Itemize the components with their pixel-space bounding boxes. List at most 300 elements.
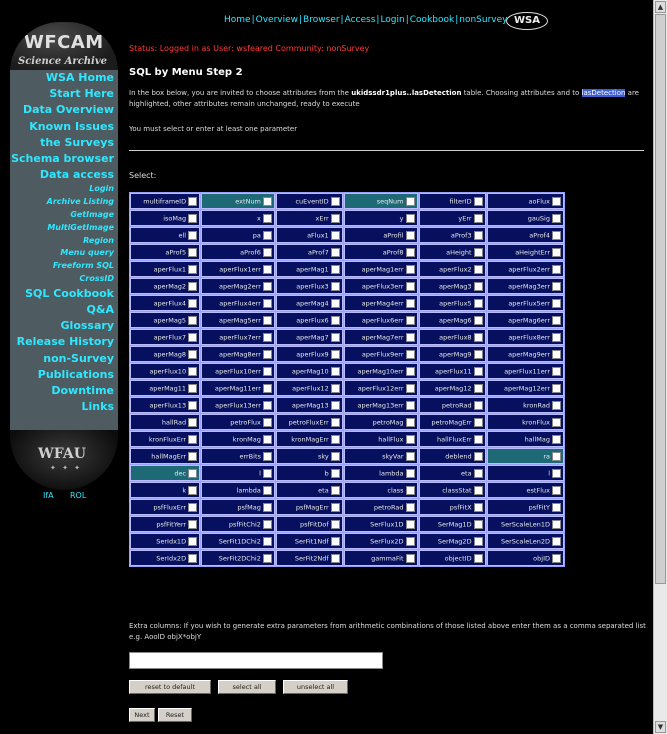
attribute-checkbox[interactable] [406, 486, 415, 495]
attribute-checkbox[interactable] [552, 197, 561, 206]
attribute-cell [344, 499, 418, 515]
attribute-checkbox[interactable] [552, 554, 561, 563]
sidebar-item-schema-browser[interactable]: Schema browser [11, 152, 114, 166]
attribute-checkbox[interactable] [474, 367, 483, 376]
rol-link[interactable]: ROL [70, 491, 87, 500]
attribute-checkbox[interactable] [263, 554, 272, 563]
attribute-label: aperMag1err [361, 265, 404, 273]
attribute-cell [276, 465, 343, 481]
attribute-checkbox[interactable] [331, 231, 340, 240]
attribute-checkbox[interactable] [552, 231, 561, 240]
attribute-cell [201, 244, 275, 260]
sidebar-item-data-access[interactable]: Data access [39, 168, 114, 182]
attribute-checkbox[interactable] [552, 401, 561, 410]
attribute-cell [487, 448, 564, 464]
attribute-checkbox[interactable] [188, 265, 197, 274]
attribute-checkbox[interactable] [188, 231, 197, 240]
attribute-checkbox[interactable] [263, 520, 272, 529]
attribute-checkbox[interactable] [552, 316, 561, 325]
attribute-checkbox[interactable] [406, 367, 415, 376]
attribute-checkbox[interactable] [552, 265, 561, 274]
attribute-cell [130, 227, 200, 243]
attribute-label: aperFlux11 [435, 367, 472, 375]
sidebar-item-crossid[interactable]: CrossID [79, 274, 114, 283]
attribute-checkbox[interactable] [331, 282, 340, 291]
attribute-cell [201, 278, 275, 294]
attribute-checkbox[interactable] [406, 418, 415, 427]
attribute-checkbox[interactable] [188, 503, 197, 512]
attribute-cell [130, 363, 200, 379]
grid-row [130, 210, 564, 226]
attribute-cell [276, 499, 343, 515]
attribute-cell [130, 261, 200, 277]
attribute-cell [344, 431, 418, 447]
intro-text-2: table. Choosing attributes and [463, 89, 571, 97]
attribute-checkbox[interactable] [331, 469, 340, 478]
nav-separator: | [251, 15, 255, 25]
attribute-checkbox[interactable] [331, 401, 340, 410]
attribute-checkbox[interactable] [331, 197, 340, 206]
grid-row [130, 550, 564, 566]
attribute-cell [130, 312, 200, 328]
attribute-checkbox[interactable] [406, 435, 415, 444]
attribute-cell [130, 346, 200, 362]
attribute-checkbox[interactable] [331, 418, 340, 427]
attribute-label: petroMag [372, 418, 404, 426]
attribute-label: SerFit2DChi2 [218, 554, 261, 562]
attribute-label: xErr [315, 214, 329, 222]
attribute-checkbox[interactable] [188, 384, 197, 393]
attribute-checkbox[interactable] [263, 350, 272, 359]
attribute-checkbox[interactable] [188, 197, 197, 206]
attribute-checkbox[interactable] [188, 282, 197, 291]
attribute-cell [130, 550, 200, 566]
sidebar-item-login[interactable]: Login [89, 184, 114, 194]
attribute-checkbox[interactable] [263, 367, 272, 376]
sidebar-item-freeform-sql[interactable]: Freeform SQL [52, 261, 114, 271]
sidebar-item-downtime[interactable]: Downtime [51, 384, 114, 398]
attribute-cell [344, 227, 418, 243]
attribute-label: aperFlux7 [153, 333, 187, 341]
attribute-cell [201, 397, 275, 413]
attribute-checkbox[interactable] [263, 333, 272, 342]
sidebar-item-sql-cookbook[interactable]: SQL Cookbook [25, 286, 114, 300]
attribute-label: aperFlux12err [357, 384, 404, 392]
attribute-checkbox[interactable] [263, 537, 272, 546]
attribute-checkbox[interactable] [331, 503, 340, 512]
select-all-button[interactable]: select all [218, 680, 276, 694]
attribute-cell [130, 295, 200, 311]
attribute-checkbox[interactable] [406, 384, 415, 393]
attribute-cell [419, 380, 486, 396]
attribute-cell [276, 295, 343, 311]
attribute-cell [344, 295, 418, 311]
attribute-checkbox[interactable] [188, 299, 197, 308]
attribute-checkbox[interactable] [406, 469, 415, 478]
attribute-label: SerFlux1D [370, 520, 404, 528]
sidebar-item-the-surveys[interactable]: the Surveys [40, 135, 114, 149]
grid-row [130, 244, 564, 260]
attribute-checkbox[interactable] [406, 214, 415, 223]
grid-row [130, 380, 564, 396]
attribute-checkbox[interactable] [552, 418, 561, 427]
attribute-checkbox[interactable] [406, 333, 415, 342]
attribute-label: psfFitX [449, 503, 472, 511]
attribute-checkbox[interactable] [474, 401, 483, 410]
attribute-checkbox[interactable] [331, 265, 340, 274]
attribute-checkbox[interactable] [552, 367, 561, 376]
wfau-logo[interactable] [10, 430, 118, 490]
sidebar-item-non-survey[interactable]: non-Survey [43, 351, 114, 365]
intro-text-3: to [572, 89, 580, 97]
attribute-label: aperMag7err [361, 333, 404, 341]
attribute-checkbox[interactable] [331, 384, 340, 393]
attribute-checkbox[interactable] [188, 401, 197, 410]
attribute-checkbox[interactable] [188, 469, 197, 478]
attribute-checkbox[interactable] [188, 520, 197, 529]
attribute-checkbox[interactable] [331, 248, 340, 257]
attribute-checkbox[interactable] [474, 231, 483, 240]
attribute-checkbox[interactable] [552, 333, 561, 342]
attribute-checkbox[interactable] [188, 316, 197, 325]
attribute-checkbox[interactable] [474, 333, 483, 342]
attribute-checkbox[interactable] [331, 316, 340, 325]
attribute-checkbox[interactable] [263, 486, 272, 495]
sidebar [0, 0, 122, 734]
attribute-checkbox[interactable] [406, 282, 415, 291]
attribute-label: SerScaleLen2D [500, 537, 550, 545]
attribute-cell [130, 380, 200, 396]
attribute-cell [130, 431, 200, 447]
attribute-checkbox[interactable] [331, 214, 340, 223]
must-select-note: You must select or enter at least one parameter [129, 125, 298, 133]
sidebar-item-start-here[interactable]: Start Here [49, 87, 114, 101]
attribute-checkbox[interactable] [552, 520, 561, 529]
attribute-checkbox[interactable] [474, 265, 483, 274]
attribute-checkbox[interactable] [474, 469, 483, 478]
nav-separator: | [299, 15, 303, 25]
ifa-link[interactable]: IfA [43, 491, 54, 500]
star-field-icon: ✦ ✦ ✦ [50, 464, 83, 472]
attribute-label: aperFlux6 [296, 316, 329, 324]
attribute-cell [419, 465, 486, 481]
attribute-cell [344, 448, 418, 464]
attribute-label: aperFlux11err [504, 367, 550, 375]
sidebar-item-q-a[interactable]: Q&A [86, 303, 114, 316]
attribute-checkbox[interactable] [263, 435, 272, 444]
scroll-up-icon[interactable]: ▲ [655, 1, 666, 13]
attribute-label: aperFlux9 [296, 350, 329, 358]
attribute-label: SerMag1D [437, 520, 472, 528]
attribute-label: aperMag6 [438, 316, 472, 324]
attribute-checkbox[interactable] [188, 418, 197, 427]
reset-default-button[interactable]: reset to default [129, 680, 211, 694]
attribute-label: aperFlux3err [361, 282, 404, 290]
attribute-label: psfFluxErr [153, 503, 187, 511]
attribute-cell [276, 482, 343, 498]
attribute-label: gauSig [527, 214, 550, 222]
sidebar-item-multigetimage[interactable]: MultiGetImage [47, 222, 114, 232]
attribute-checkbox[interactable] [331, 537, 340, 546]
attribute-cell [344, 414, 418, 430]
attribute-label: aProfil [383, 231, 404, 239]
attribute-cell [130, 448, 200, 464]
topnav-home[interactable]: Home [224, 15, 251, 25]
attribute-cell [276, 533, 343, 549]
attribute-checkbox[interactable] [188, 537, 197, 546]
attribute-label: aperMag9 [438, 350, 472, 358]
attribute-checkbox[interactable] [331, 520, 340, 529]
select-label: Select: [129, 171, 157, 180]
attribute-checkbox[interactable] [406, 265, 415, 274]
attribute-cell [344, 380, 418, 396]
attribute-cell [276, 227, 343, 243]
attribute-checkbox[interactable] [263, 401, 272, 410]
attribute-checkbox[interactable] [188, 452, 197, 461]
attribute-checkbox[interactable] [474, 248, 483, 257]
topnav-browser[interactable]: Browser [303, 15, 340, 25]
attribute-label: SerMag2D [437, 537, 472, 545]
attribute-label: aperFlux1 [153, 265, 187, 273]
attribute-cell [130, 482, 200, 498]
scroll-down-icon[interactable]: ▼ [655, 721, 666, 733]
attribute-checkbox[interactable] [474, 197, 483, 206]
sidebar-item-links[interactable]: Links [81, 400, 114, 414]
attribute-checkbox[interactable] [263, 299, 272, 308]
attribute-cell [419, 414, 486, 430]
attribute-label: aHeight [446, 248, 472, 256]
attribute-checkbox[interactable] [406, 537, 415, 546]
attribute-label: extNum [235, 197, 261, 205]
attribute-checkbox[interactable] [331, 554, 340, 563]
attribute-checkbox[interactable] [474, 418, 483, 427]
attribute-checkbox[interactable] [406, 316, 415, 325]
attribute-checkbox[interactable] [474, 350, 483, 359]
attribute-cell [487, 431, 564, 447]
attribute-checkbox[interactable] [552, 282, 561, 291]
vertical-scrollbar[interactable] [653, 0, 667, 734]
attribute-checkbox[interactable] [188, 435, 197, 444]
attribute-checkbox[interactable] [474, 299, 483, 308]
attribute-checkbox[interactable] [331, 299, 340, 308]
attribute-label: aHeightErr [515, 248, 550, 256]
next-button[interactable]: Next [129, 708, 155, 722]
attribute-cell [419, 210, 486, 226]
attribute-checkbox[interactable] [474, 384, 483, 393]
attribute-cell [487, 516, 564, 532]
attribute-cell [201, 295, 275, 311]
sidebar-item-wsa-home[interactable]: WSA Home [45, 71, 114, 84]
attribute-checkbox[interactable] [263, 265, 272, 274]
attribute-checkbox[interactable] [331, 333, 340, 342]
topnav-access[interactable]: Access [344, 15, 376, 25]
grid-row [130, 346, 564, 362]
attribute-label: aProf7 [307, 248, 329, 256]
attribute-checkbox[interactable] [263, 418, 272, 427]
attribute-checkbox[interactable] [263, 469, 272, 478]
attribute-checkbox[interactable] [406, 231, 415, 240]
attribute-cell [344, 465, 418, 481]
attribute-checkbox[interactable] [188, 367, 197, 376]
attribute-cell [276, 414, 343, 430]
attribute-checkbox[interactable] [474, 537, 483, 546]
attribute-checkbox[interactable] [331, 486, 340, 495]
attribute-checkbox[interactable] [331, 367, 340, 376]
attribute-label: aperMag12err [504, 384, 550, 392]
attribute-label: aperFlux4err [219, 299, 261, 307]
attribute-checkbox[interactable] [406, 452, 415, 461]
attribute-cell [487, 363, 564, 379]
attribute-cell [487, 380, 564, 396]
topnav-overview[interactable]: Overview [255, 15, 298, 25]
attribute-checkbox[interactable] [552, 214, 561, 223]
attribute-label: petroRad [441, 401, 472, 409]
attribute-checkbox[interactable] [263, 503, 272, 512]
attribute-checkbox[interactable] [188, 214, 197, 223]
sidebar-item-data-overview[interactable]: Data Overview [22, 103, 114, 117]
topnav-login[interactable]: Login [380, 15, 405, 25]
attribute-checkbox[interactable] [406, 197, 415, 206]
topnav-nonsurvey[interactable]: nonSurvey [459, 15, 508, 25]
attribute-checkbox[interactable] [188, 554, 197, 563]
attribute-cell [487, 533, 564, 549]
sidebar-item-known-issues[interactable]: Known Issues [29, 119, 114, 133]
attribute-checkbox[interactable] [552, 452, 561, 461]
wfcam-logo[interactable] [10, 22, 118, 72]
attribute-label: aProf3 [450, 231, 472, 239]
intro-table-name: ukidssdr1plus..lasDetection [351, 89, 462, 97]
attribute-label: aperMag8err [219, 350, 261, 358]
attribute-checkbox[interactable] [552, 350, 561, 359]
attribute-cell [419, 193, 486, 209]
attribute-cell [419, 431, 486, 447]
sidebar-item-publications[interactable]: Publications [37, 367, 114, 381]
attribute-label: lambda [379, 469, 404, 477]
sidebar-item-getimage[interactable]: GetImage [70, 210, 114, 220]
attribute-label: aperMag7 [296, 333, 329, 341]
attribute-checkbox[interactable] [552, 248, 561, 257]
attribute-cell [344, 397, 418, 413]
attribute-cell [130, 244, 200, 260]
attribute-label: sky [317, 452, 329, 460]
attribute-checkbox[interactable] [552, 537, 561, 546]
attribute-label: SerScaleLen1D [500, 520, 550, 528]
scroll-thumb[interactable] [655, 14, 666, 584]
attribute-checkbox[interactable] [331, 350, 340, 359]
attribute-checkbox[interactable] [552, 469, 561, 478]
attribute-label: aProf6 [240, 248, 261, 256]
attribute-checkbox[interactable] [188, 333, 197, 342]
attribute-checkbox[interactable] [263, 316, 272, 325]
attribute-cell [344, 244, 418, 260]
attribute-cell [487, 346, 564, 362]
attribute-checkbox[interactable] [406, 248, 415, 257]
attribute-cell [201, 550, 275, 566]
attribute-checkbox[interactable] [474, 435, 483, 444]
attribute-checkbox[interactable] [188, 486, 197, 495]
intro-text-4: are highlighted, other attributes remain unchanged, ready to execute [129, 89, 639, 108]
attribute-checkbox[interactable] [188, 248, 197, 257]
attribute-checkbox[interactable] [474, 452, 483, 461]
grid-row [130, 312, 564, 328]
attribute-checkbox[interactable] [263, 384, 272, 393]
sidebar-item-glossary[interactable]: Glossary [60, 319, 114, 333]
attribute-label: kronFluxErr [148, 435, 187, 443]
attribute-checkbox[interactable] [474, 214, 483, 223]
grid-row [130, 193, 564, 209]
attribute-cell [130, 210, 200, 226]
extra-columns-input[interactable] [129, 652, 383, 669]
attribute-checkbox[interactable] [263, 231, 272, 240]
attribute-checkbox[interactable] [552, 486, 561, 495]
nav-separator: | [455, 15, 459, 25]
attribute-cell [201, 261, 275, 277]
unselect-all-button[interactable]: unselect all [283, 680, 348, 694]
sidebar-item-release-history[interactable]: Release History [16, 335, 114, 349]
attribute-cell [130, 533, 200, 549]
attribute-checkbox[interactable] [406, 503, 415, 512]
attribute-label: k [182, 486, 187, 494]
attribute-checkbox[interactable] [474, 316, 483, 325]
sidebar-item-archive-listing[interactable]: Archive Listing [46, 197, 114, 207]
sidebar-item-region[interactable]: Region [83, 235, 114, 245]
attribute-checkbox[interactable] [263, 214, 272, 223]
reset-button[interactable]: Reset [158, 708, 192, 722]
attribute-cell [130, 329, 200, 345]
attribute-checkbox[interactable] [331, 435, 340, 444]
attribute-checkbox[interactable] [474, 520, 483, 529]
attribute-checkbox[interactable] [406, 554, 415, 563]
attribute-checkbox[interactable] [474, 503, 483, 512]
attribute-checkbox[interactable] [406, 520, 415, 529]
attribute-cell [419, 244, 486, 260]
attribute-checkbox[interactable] [263, 282, 272, 291]
attribute-label: petroMagErr [431, 418, 472, 426]
attribute-checkbox[interactable] [552, 435, 561, 444]
attribute-checkbox[interactable] [331, 452, 340, 461]
attribute-cell [276, 261, 343, 277]
grid-row [130, 329, 564, 345]
attribute-cell [276, 210, 343, 226]
attribute-checkbox[interactable] [552, 299, 561, 308]
attribute-cell [201, 533, 275, 549]
topnav-cookbook[interactable]: Cookbook [409, 15, 455, 25]
attribute-checkbox[interactable] [474, 282, 483, 291]
attribute-cell [344, 312, 418, 328]
attribute-label: eta [318, 486, 329, 494]
attribute-checkbox[interactable] [263, 248, 272, 257]
attribute-cell [201, 414, 275, 430]
attribute-checkbox[interactable] [474, 486, 483, 495]
attribute-checkbox[interactable] [552, 384, 561, 393]
attribute-checkbox[interactable] [552, 503, 561, 512]
attribute-checkbox[interactable] [263, 452, 272, 461]
attribute-label: deblend [445, 452, 472, 460]
attribute-label: hallFluxErr [437, 435, 472, 443]
sidebar-item-menu-query[interactable]: Menu query [60, 248, 114, 258]
attribute-label: aperFlux8err [508, 333, 550, 341]
attribute-label: pa [252, 231, 261, 239]
intro-text-1: In the box below, you are invited to choose attributes from the [129, 89, 349, 97]
attribute-checkbox[interactable] [474, 554, 483, 563]
attribute-checkbox[interactable] [406, 350, 415, 359]
attribute-checkbox[interactable] [406, 401, 415, 410]
wsa-badge[interactable]: WSA [506, 12, 548, 30]
attribute-label: skyVar [382, 452, 404, 460]
attribute-checkbox[interactable] [406, 299, 415, 308]
attribute-checkbox[interactable] [263, 197, 272, 206]
attribute-checkbox[interactable] [188, 350, 197, 359]
